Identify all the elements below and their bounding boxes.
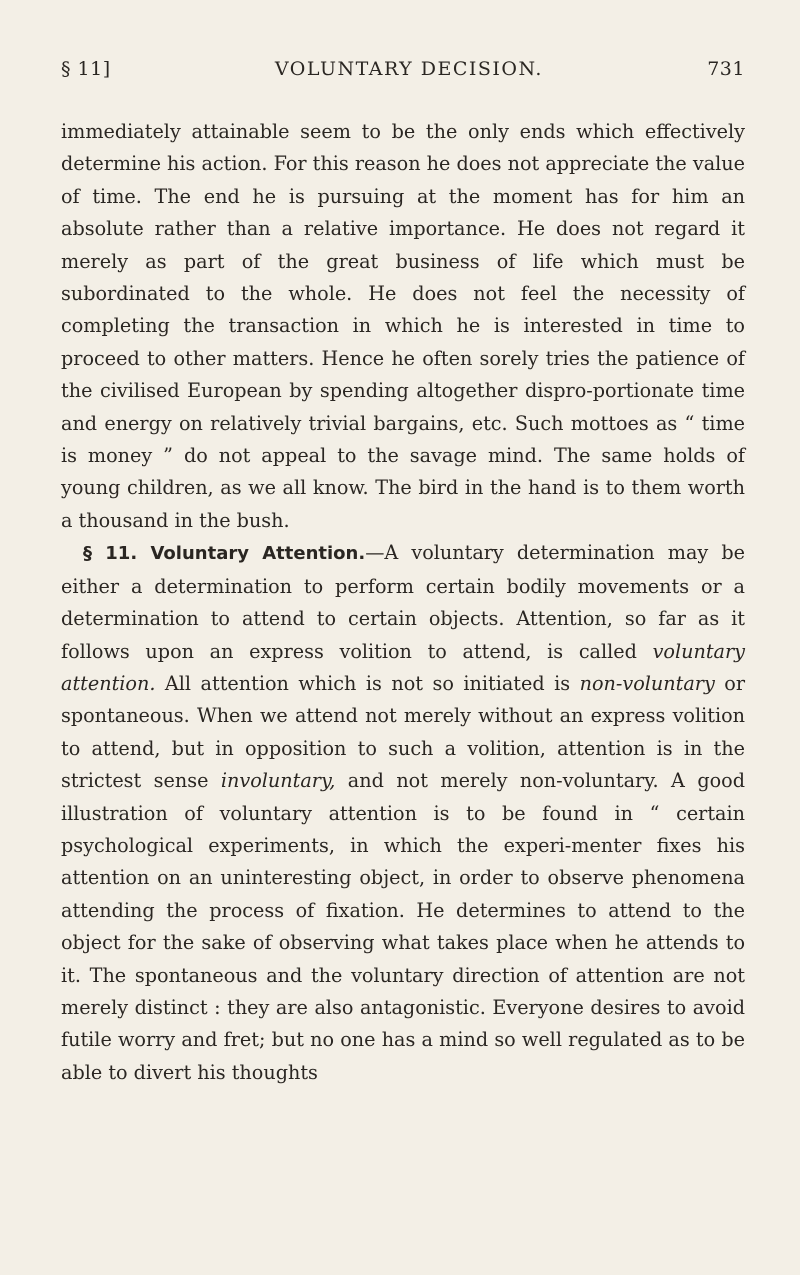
section-mark: § 11. [83,543,138,565]
text-segment: and not merely non-voluntary. A good illustration of voluntary attention is to be found in “ certain psychological experiments, in which the experi-menter fixes his attention on an uninteresting object, in order to observe phenomena attending the process of fixation. He determines to attend to the object for the sake of observing what takes place when he attends to it. The spontaneous and the voluntary direction of attention are not merely distinct : they are also antagonistic. Everyone desires to avoid futile worry and fret; but no one has a mind so well regulated as to be able to divert his thoughts [61,769,745,1084]
book-page [61,58,745,1089]
section-title: Voluntary Attention. [150,543,366,565]
running-head [61,58,745,94]
emphasis-voluntary-attention: voluntary attention. [61,639,745,695]
paragraph-1: immediately attainable seem to be the only ends which effectively determine his action. For this reason he does not appreciate the value of time. The end he is pursuing at the moment has for him an absolute rather than a relative importance. He does not regard it merely as part of the great business of life which must be subordinated to the whole. He does not feel the necessity of completing the transaction in which he is interested in time to proceed to other matters. Hence he often sorely tries the patience of the civilised European by spending altogether dispro-portionate time and energy on relatively trivial bargains, etc. Such mottoes as “ time is money ” do not appeal to the savage mind. The same holds of young children, as we all know. The bird in the hand is to them worth a thousand in the bush. [61,120,745,532]
section-heading [83,543,365,564]
page-title: VOLUNTARY DECISION. [274,58,543,80]
page-number: 731 [707,58,745,80]
body-text [61,116,745,1089]
paragraph-2 [61,537,745,1089]
text-segment: or spontaneous. When we attend not merely without an express volition to attend, but in opposition to such a volition, attention is in the strictest sense [61,671,745,793]
emphasis-involuntary: involuntary, [220,769,336,793]
section-reference: § 11] [61,58,111,80]
text-segment: All attention which is not so initiated is [155,671,580,695]
text-segment: —A voluntary determination may be either a determination to perform certain bodily movements or a determination to attend to certain objects. Attention, so far as it follows upon an express volition to attend, is called [61,541,746,663]
emphasis-non-voluntary: non-voluntary [579,671,715,695]
